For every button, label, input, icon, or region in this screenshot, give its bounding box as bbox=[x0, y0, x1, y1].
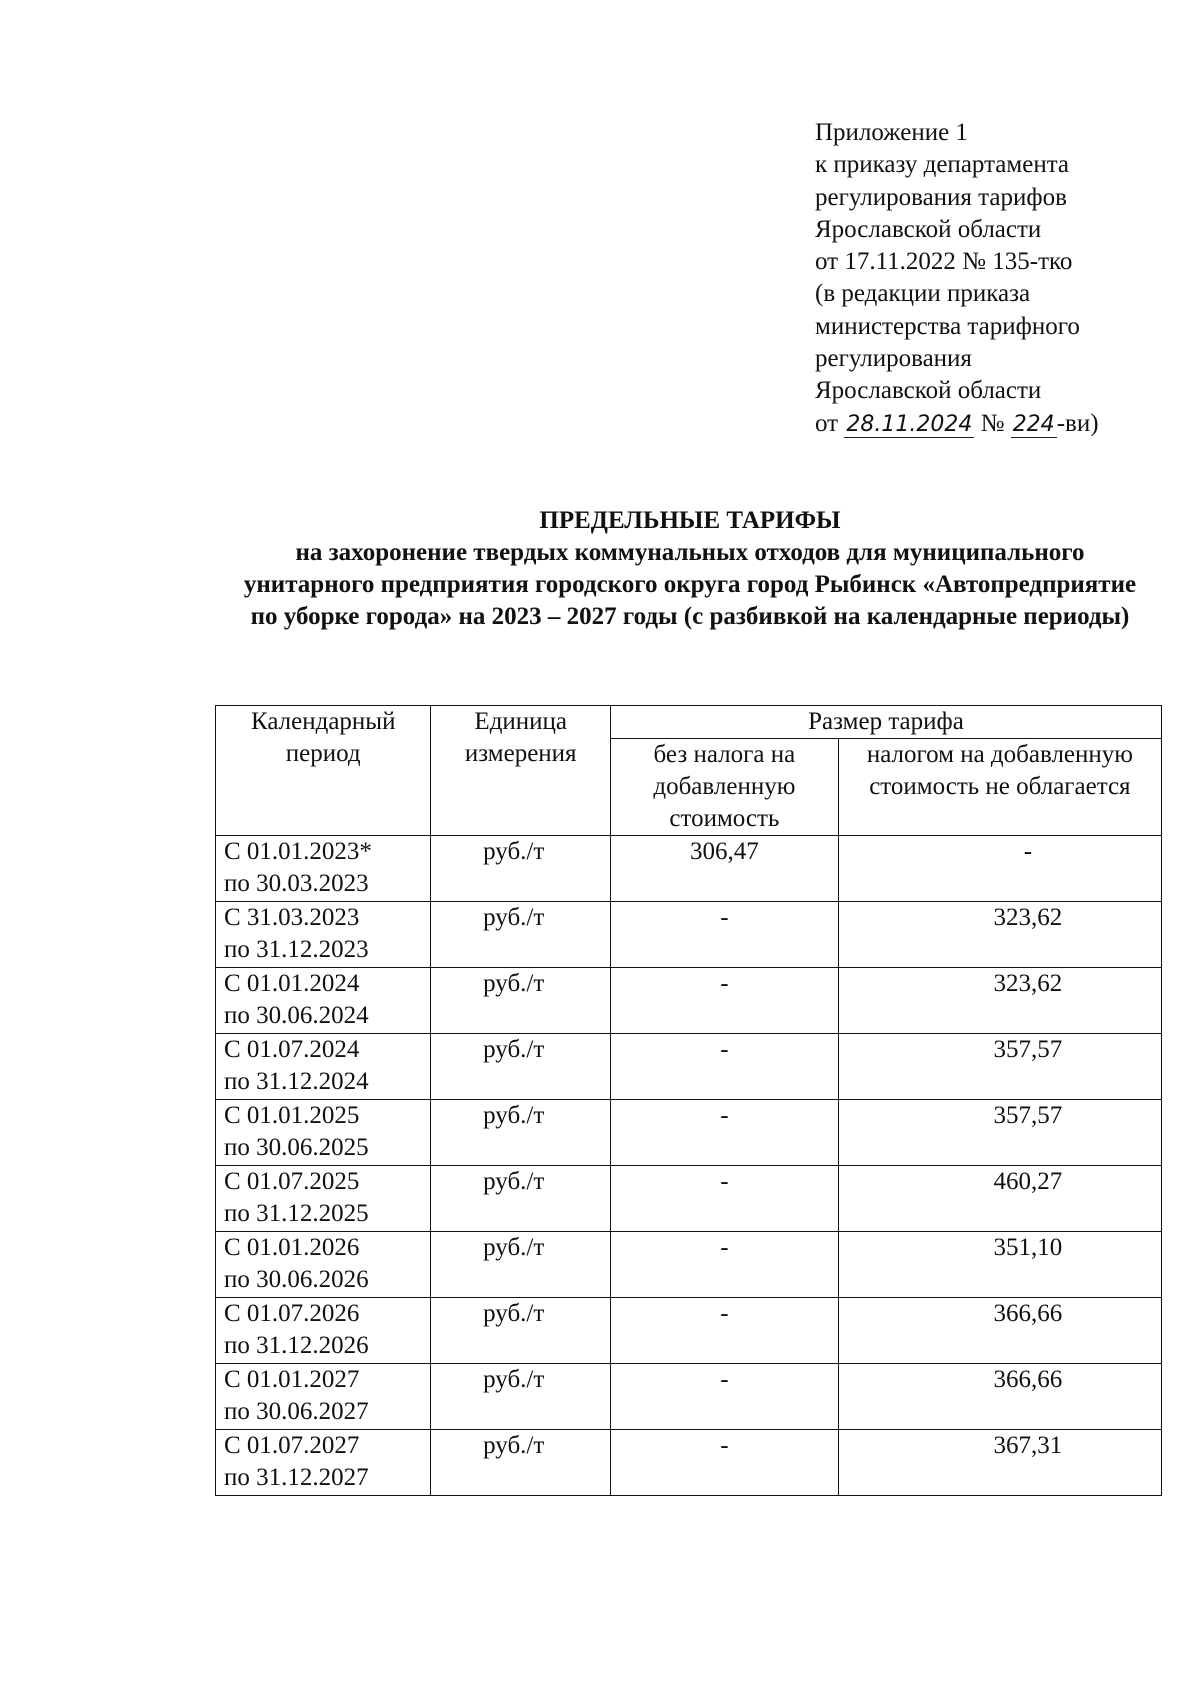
period-to: по 31.12.2025 bbox=[224, 1200, 369, 1227]
period-from: С 01.07.2024 bbox=[224, 1036, 360, 1063]
period-to: по 31.12.2024 bbox=[224, 1068, 369, 1095]
document-title bbox=[230, 505, 1150, 633]
rate-without-vat-cell: - bbox=[611, 1166, 839, 1232]
handwritten-date: 28.11.2024 bbox=[846, 411, 973, 437]
table-row bbox=[216, 1430, 1162, 1496]
rate-vat-exempt-cell: 367,31 bbox=[838, 1430, 1161, 1496]
table-row bbox=[216, 968, 1162, 1034]
table-row bbox=[216, 1034, 1162, 1100]
period-from: С 01.01.2027 bbox=[224, 1366, 360, 1393]
period-cell bbox=[216, 902, 431, 968]
rate-without-vat-cell: - bbox=[611, 1364, 839, 1430]
number-sign: № bbox=[974, 409, 1011, 437]
period-cell bbox=[216, 1100, 431, 1166]
table-row bbox=[216, 1364, 1162, 1430]
appendix-line: от 17.11.2022 № 135-тко bbox=[815, 248, 1073, 276]
table-row bbox=[216, 1232, 1162, 1298]
appendix-line: Ярославской области bbox=[815, 377, 1042, 405]
appendix-line: к приказу департамента bbox=[815, 151, 1070, 179]
rate-vat-exempt-cell: 460,27 bbox=[838, 1166, 1161, 1232]
period-cell bbox=[216, 1298, 431, 1364]
rate-vat-exempt-cell: 351,10 bbox=[838, 1232, 1161, 1298]
appendix-line: Приложение 1 bbox=[815, 119, 968, 146]
period-cell bbox=[216, 1232, 431, 1298]
rate-without-vat-cell: - bbox=[611, 968, 839, 1034]
header-unit: Единица измерения bbox=[431, 706, 611, 836]
unit-cell: руб./т bbox=[431, 1232, 611, 1298]
period-to: по 30.06.2025 bbox=[224, 1134, 369, 1161]
unit-cell: руб./т bbox=[431, 1166, 611, 1232]
period-to: по 30.03.2023 bbox=[224, 870, 369, 897]
period-from: С 01.01.2023* bbox=[224, 838, 372, 865]
period-cell bbox=[216, 1430, 431, 1496]
rate-vat-exempt-cell: 366,66 bbox=[838, 1298, 1161, 1364]
period-to: по 30.06.2026 bbox=[224, 1266, 369, 1293]
period-cell bbox=[216, 836, 431, 902]
unit-cell: руб./т bbox=[431, 1364, 611, 1430]
period-to: по 31.12.2026 bbox=[224, 1332, 369, 1359]
period-cell bbox=[216, 1166, 431, 1232]
period-from: С 01.01.2025 bbox=[224, 1102, 360, 1129]
unit-cell: руб./т bbox=[431, 1100, 611, 1166]
period-to: по 31.12.2027 bbox=[224, 1464, 369, 1491]
table-row bbox=[216, 836, 1162, 902]
table-row bbox=[216, 1298, 1162, 1364]
rate-without-vat-cell: - bbox=[611, 1034, 839, 1100]
appendix-line: регулирования тарифов bbox=[815, 183, 1067, 211]
header-period: Календарный период bbox=[216, 706, 431, 836]
rate-vat-exempt-cell: 323,62 bbox=[838, 902, 1161, 968]
rate-without-vat-cell: - bbox=[611, 1430, 839, 1496]
period-from: С 01.01.2026 bbox=[224, 1234, 360, 1261]
rate-vat-exempt-cell: 357,57 bbox=[838, 1100, 1161, 1166]
header-vat-exempt: налогом на добавленную стоимость не облагается bbox=[838, 739, 1161, 836]
rate-vat-exempt-cell: - bbox=[838, 836, 1161, 902]
rate-vat-exempt-cell: 323,62 bbox=[838, 968, 1161, 1034]
rate-without-vat-cell: - bbox=[611, 1232, 839, 1298]
header-without-vat: без налога на добавленную стоимость bbox=[611, 739, 839, 836]
period-cell bbox=[216, 1034, 431, 1100]
period-from: С 01.01.2024 bbox=[224, 970, 360, 997]
unit-cell: руб./т bbox=[431, 1298, 611, 1364]
handwritten-number: 224 bbox=[1012, 411, 1055, 437]
amendment-suffix: -ви) bbox=[1056, 409, 1099, 437]
appendix-amendment-line bbox=[815, 408, 1165, 440]
unit-cell: руб./т bbox=[431, 1034, 611, 1100]
period-to: по 30.06.2027 bbox=[224, 1398, 369, 1425]
header-rate: Размер тарифа bbox=[611, 706, 1162, 739]
appendix-line: Ярославской области bbox=[815, 215, 1042, 243]
tariff-table bbox=[215, 705, 1162, 1496]
appendix-line: регулирования bbox=[815, 345, 972, 373]
period-to: по 31.12.2023 bbox=[224, 936, 369, 963]
period-from: С 01.07.2026 bbox=[224, 1300, 360, 1327]
period-cell bbox=[216, 968, 431, 1034]
appendix-line: (в редакции приказа bbox=[815, 280, 1031, 308]
unit-cell: руб./т bbox=[431, 836, 611, 902]
title-subtitle: на захоронение твердых коммунальных отходов для муниципального унитарного предприятия городского округа город Рыбинск «Автопредприятие по уборке города» на 2023 – 2027 годы (с разбивкой на календарные периоды) bbox=[243, 539, 1137, 630]
table-row bbox=[216, 1166, 1162, 1232]
rate-without-vat-cell: - bbox=[611, 1100, 839, 1166]
rate-without-vat-cell: - bbox=[611, 902, 839, 968]
unit-cell: руб./т bbox=[431, 1430, 611, 1496]
period-from: С 01.07.2027 bbox=[224, 1432, 360, 1459]
unit-cell: руб./т bbox=[431, 968, 611, 1034]
rate-vat-exempt-cell: 357,57 bbox=[838, 1034, 1161, 1100]
table-row bbox=[216, 1100, 1162, 1166]
rate-vat-exempt-cell: 366,66 bbox=[838, 1364, 1161, 1430]
appendix-line: министерства тарифного bbox=[815, 312, 1080, 340]
unit-cell: руб./т bbox=[431, 902, 611, 968]
appendix-header bbox=[815, 117, 1165, 440]
period-to: по 30.06.2024 bbox=[224, 1002, 369, 1029]
period-cell bbox=[216, 1364, 431, 1430]
rate-without-vat-cell: 306,47 bbox=[611, 836, 839, 902]
amendment-prefix: от bbox=[815, 409, 845, 437]
title-main: ПРЕДЕЛЬНЫЕ ТАРИФЫ bbox=[539, 507, 841, 534]
table-row bbox=[216, 902, 1162, 968]
rate-without-vat-cell: - bbox=[611, 1298, 839, 1364]
period-from: С 01.07.2025 bbox=[224, 1168, 360, 1195]
period-from: С 31.03.2023 bbox=[224, 904, 360, 931]
